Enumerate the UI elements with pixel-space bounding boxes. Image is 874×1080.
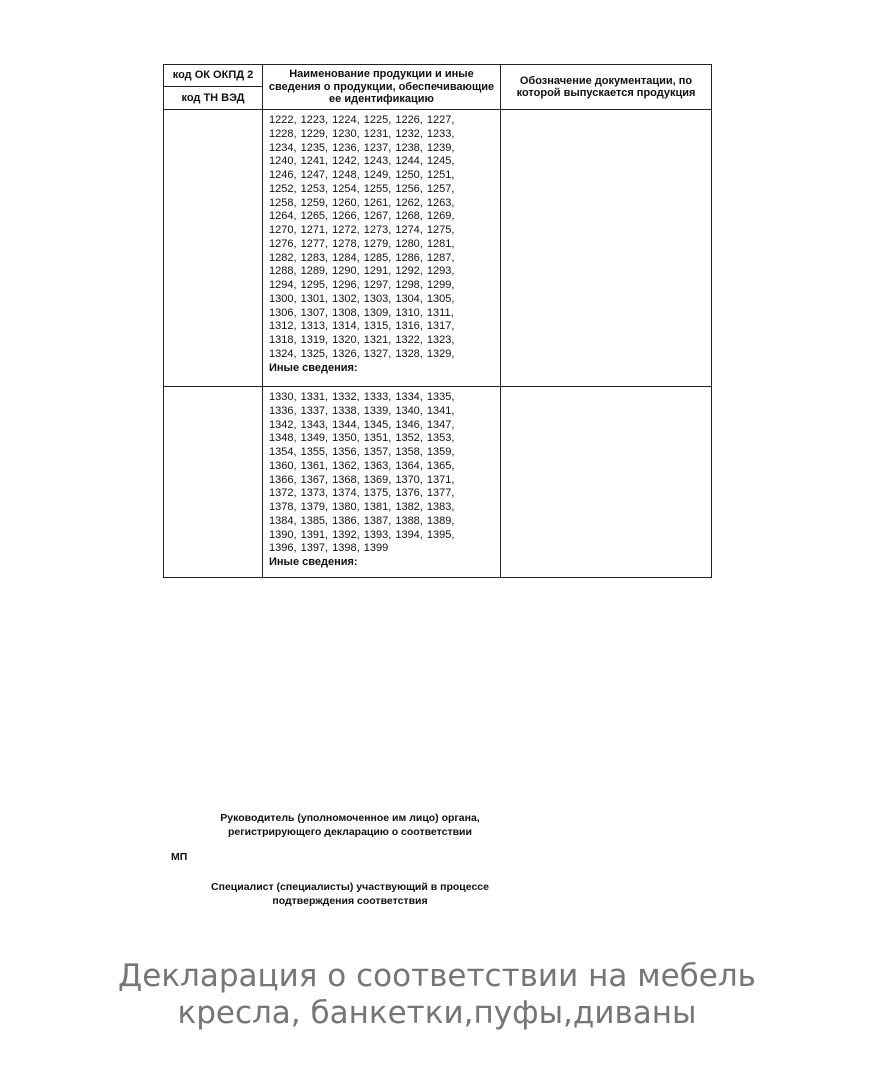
code-cell — [164, 110, 263, 387]
specialist-signature-caption: Специалист (специалисты) участвующий в процессе подтверждения соответствия — [211, 881, 489, 907]
header-documentation: Обозначение документации, по которой выпускается продукция — [516, 74, 696, 99]
page-caption — [0, 958, 874, 1032]
other-info-label: Иные сведения: — [269, 361, 358, 374]
header-code-cell — [164, 65, 263, 110]
table-header-row — [164, 65, 712, 110]
documentation-cell — [501, 110, 712, 387]
table-row — [164, 110, 712, 387]
product-codes: 1330, 1331, 1332, 1333, 1334, 1335, 1336, 1337, 1338, 1339, 1340, 1341, 1342, 1343, 1344, 1345, 1346, 1347, 1348, 1349, 1350, 1351, 1352, 1353, 1354, 1355, 1356, 1357, 1358, 1359, 1360, 1361, 1362, 1363, 1364, 1365, 1366, 1367, 1368, 1369, 1370, 1371, 1372, 1373, 1374, 1375, 1376, 1377, 1378, 1379, 1380, 1381, 1382, 1383, 1384, 1385, 1386, 1387, 1388, 1389, 1390, 1391, 1392, 1393, 1394, 1395, 1396, 1397, 1398, 1399 — [269, 391, 455, 555]
code-cell — [164, 387, 263, 578]
header-name-cell — [263, 65, 501, 110]
caption-line-1: Декларация о соответствии на мебель — [118, 958, 756, 994]
product-codes: 1222, 1223, 1224, 1225, 1226, 1227, 1228, 1229, 1230, 1231, 1232, 1233, 1234, 1235, 1236, 1237, 1238, 1239, 1240, 1241, 1242, 1243, 1244, 1245, 1246, 1247, 1248, 1249, 1250, 1251, 1252, 1253, 1254, 1255, 1256, 1257, 1258, 1259, 1260, 1261, 1262, 1263, 1264, 1265, 1266, 1267, 1268, 1269, 1270, 1271, 1272, 1273, 1274, 1275, 1276, 1277, 1278, 1279, 1280, 1281, 1282, 1283, 1284, 1285, 1286, 1287, 1288, 1289, 1290, 1291, 1292, 1293, 1294, 1295, 1296, 1297, 1298, 1299, 1300, 1301, 1302, 1303, 1304, 1305, 1306, 1307, 1308, 1309, 1310, 1311, 1312, 1313, 1314, 1315, 1316, 1317, 1318, 1319, 1320, 1321, 1322, 1323, 1324, 1325, 1326, 1327, 1328, 1329, — [269, 114, 455, 360]
caption-line-2: кресла, банкетки,пуфы,диваны — [177, 995, 697, 1031]
table-row — [164, 387, 712, 578]
head-signature-caption: Руководитель (уполномоченное им лицо) органа, регистрирующего декларацию о соответствии — [220, 812, 480, 838]
other-info-label: Иные сведения: — [269, 556, 358, 568]
header-okpd2: код ОК ОКПД 2 — [164, 65, 262, 87]
header-doc-cell — [501, 65, 712, 110]
header-product-name: Наименование продукции и иные сведения о продукции, обеспечивающие ее идентификацию — [268, 68, 495, 105]
header-tnved: код ТН ВЭД — [181, 91, 245, 104]
product-cell — [263, 110, 501, 387]
documentation-cell — [501, 387, 712, 578]
stamp-place-label: МП — [171, 851, 188, 863]
product-cell — [263, 387, 501, 578]
product-table — [163, 64, 712, 578]
